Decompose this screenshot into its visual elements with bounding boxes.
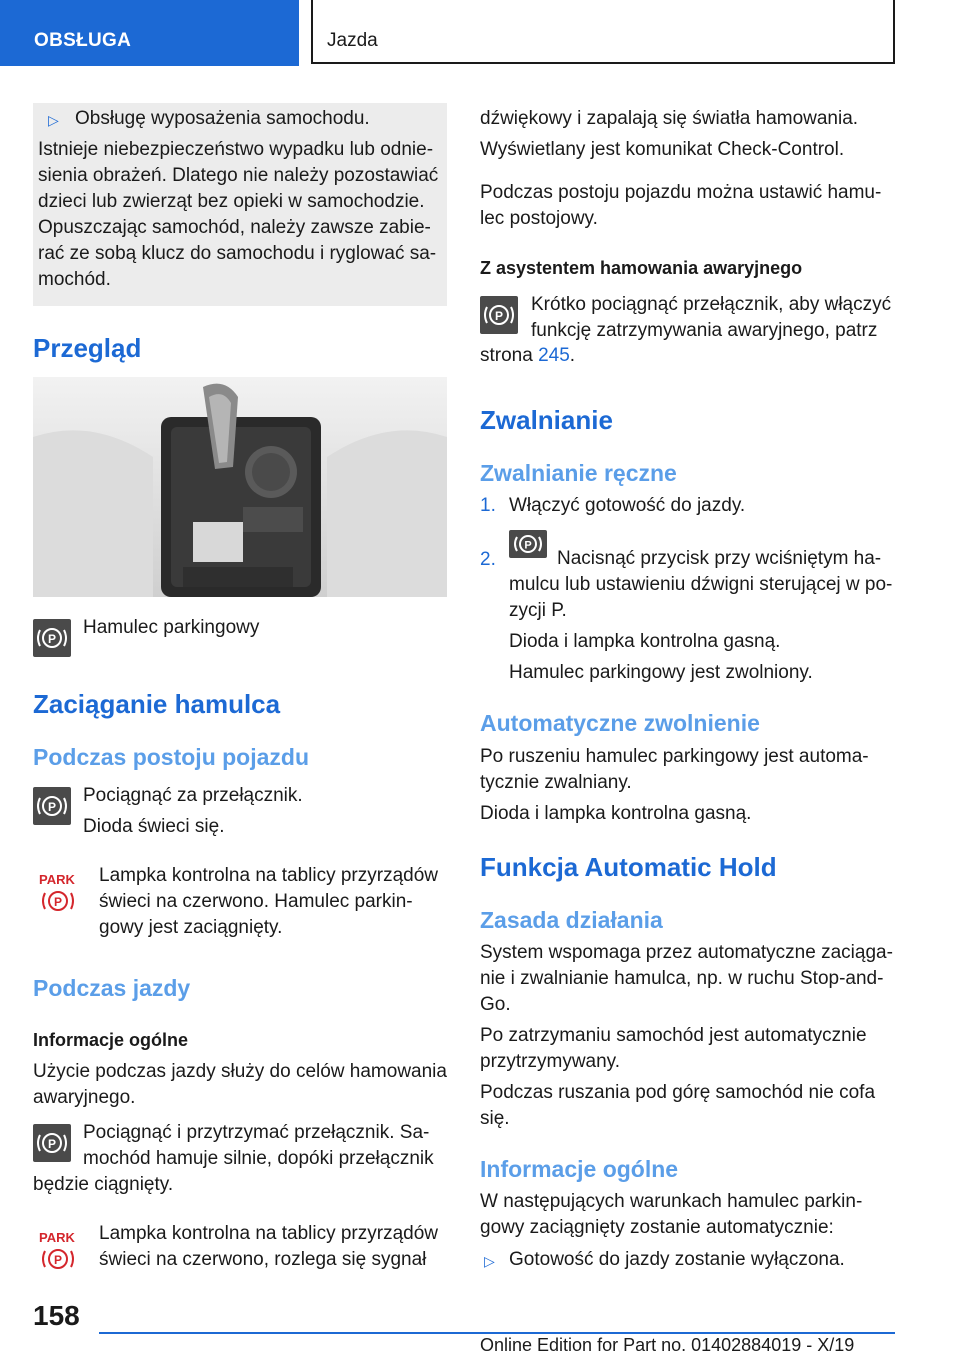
svg-text:P: P [524, 539, 532, 552]
warning-line: dzieci lub zwierząt bez opieki w samochodzie. [38, 191, 425, 212]
parking-brake-icon [33, 619, 71, 657]
park-warning-icon [36, 1230, 80, 1272]
release-heading: Zwalnianie [480, 405, 613, 435]
principle-heading: Zasada działania [480, 907, 663, 933]
driving-heading: Podczas jazdy [33, 975, 191, 1001]
chapter-label: Jazda [327, 30, 378, 51]
pull-line: mochód hamuje silnie, dopóki przełącznik [83, 1148, 434, 1169]
console-illustration [33, 377, 447, 597]
warning-line: mochód. [38, 269, 111, 290]
svg-text:P: P [53, 1253, 63, 1267]
svg-text:P: P [47, 800, 57, 814]
park-warning-icon [36, 872, 80, 914]
stop-line: przytrzymywany. [480, 1051, 621, 1072]
warning-bullet: Obsługę wyposażenia samochodu. [75, 108, 370, 129]
principle-line: Go. [480, 994, 511, 1015]
warning-line: rać ze sobą klucz do samochodu i ryglować sa- [38, 243, 437, 264]
manual-heading: Zwalnianie ręczne [480, 460, 677, 486]
lamp-line: świeci na czerwono, rozlega się sygnał [99, 1249, 427, 1270]
stop-line: Po zatrzymaniu samochód jest automatycznie [480, 1025, 867, 1046]
svg-text:P: P [53, 895, 63, 909]
svg-text:P: P [47, 632, 57, 646]
info-heading: Informacje ogólne [480, 1156, 679, 1182]
bullet-triangle-icon: ▷ [48, 112, 59, 128]
step-text: Nacisnąć przycisk przy wciśniętym ha- [557, 548, 882, 569]
lamp-line: świeci na czerwono. Hamulec parkin- [99, 891, 413, 912]
parking-brake-icon [480, 296, 518, 334]
apply-heading: Zaciąganie hamulca [33, 689, 281, 719]
warning-line: Istnieje niebezpieczeństwo wypadku lub odnie- [38, 139, 434, 160]
general-line: awaryjnego. [33, 1087, 136, 1108]
edition-note: Online Edition for Part no. 01402884019 - X/19 [480, 1335, 855, 1355]
continued-line: Wyświetlany jest komunikat Check-Control. [480, 139, 845, 160]
warning-line: Opuszczając samochód, należy zawsze zabie- [38, 217, 431, 238]
standing-heading: Podczas postoju pojazdu [33, 744, 310, 770]
step-note: Hamulec parkingowy jest zwolniony. [509, 662, 813, 683]
info-line: gowy zaciągnięty zostanie automatycznie: [480, 1217, 834, 1238]
step-number: 2. [480, 549, 496, 570]
continued-line: dźwiękowy i zapalają się światła hamowania. [480, 108, 859, 129]
uphill-line: Podczas ruszania pod górę samochód nie cofa [480, 1082, 876, 1103]
lamp-line: gowy jest zaciągnięty. [99, 917, 283, 938]
auto-note: Dioda i lampka kontrolna gasną. [480, 803, 752, 824]
step-text: mulcu lub ustawieniu dźwigni sterującej w po- [509, 574, 893, 595]
standing-line: Pociągnąć za przełącznik. [83, 785, 303, 806]
parking-brake-icon [509, 530, 547, 558]
auto-line: tycznie zwalniany. [480, 772, 632, 793]
page-link[interactable]: 245 [538, 345, 570, 366]
parking-line: lec postojowy. [480, 208, 598, 229]
warning-line: sienia obrażeń. Dlatego nie należy pozostawiać [38, 165, 439, 186]
assist-line: Krótko pociągnąć przełącznik, aby włączyć [531, 294, 892, 315]
step-text: Włączyć gotowość do jazdy. [509, 495, 746, 516]
assist-heading: Z asystentem hamowania awaryjnego [480, 258, 803, 278]
step-number: 1. [480, 495, 496, 516]
overview-heading: Przegląd [33, 333, 142, 363]
general-line: Użycie podczas jazdy służy do celów hamowania [33, 1061, 447, 1082]
parking-line: Podczas postoju pojazdu można ustawić hamu- [480, 182, 882, 203]
principle-line: nie i zwalnianie hamulca, np. w ruchu Stop-and- [480, 968, 884, 989]
uphill-line: się. [480, 1108, 510, 1129]
section-label: OBSŁUGA [34, 30, 132, 51]
bullet-triangle-icon: ▷ [484, 1253, 495, 1269]
parking-brake-icon [33, 1124, 71, 1162]
assist-line: funkcję zatrzymywania awaryjnego, patrz [531, 320, 878, 341]
center-console-photo [33, 377, 447, 597]
park-label: PARK [39, 872, 75, 887]
page-ref-prefix: strona [480, 345, 539, 366]
park-label: PARK [39, 1230, 75, 1245]
lamp-line: Lampka kontrolna na tablicy przyrządów [99, 1223, 439, 1244]
page-number: 158 [33, 1300, 80, 1331]
principle-line: System wspomaga przez automatyczne zaciąga- [480, 942, 893, 963]
parking-brake-icon [33, 787, 71, 825]
lamp-line: Lampka kontrolna na tablicy przyrządów [99, 865, 439, 886]
section-tab [0, 0, 299, 66]
page-ref-suffix: . [569, 345, 576, 366]
footer-divider [99, 1332, 895, 1334]
info-bullet: Gotowość do jazdy zostanie wyłączona. [509, 1249, 845, 1270]
chapter-tab [311, 0, 895, 64]
svg-text:P: P [47, 1137, 57, 1151]
general-heading: Informacje ogólne [33, 1030, 189, 1050]
step-note: Dioda i lampka kontrolna gasną. [509, 631, 781, 652]
svg-text:P: P [494, 309, 504, 323]
info-line: W następujących warunkach hamulec parkin- [480, 1191, 863, 1212]
step-text: zycji P. [509, 600, 567, 621]
assist-page-ref [480, 343, 575, 369]
hold-heading: Funkcja Automatic Hold [480, 852, 777, 882]
pull-line: będzie ciągnięty. [33, 1174, 174, 1195]
standing-line: Dioda świeci się. [83, 816, 225, 837]
pull-line: Pociągnąć i przytrzymać przełącznik. Sa- [83, 1122, 430, 1143]
auto-heading: Automatyczne zwolnienie [480, 710, 760, 736]
auto-line: Po ruszeniu hamulec parkingowy jest automa- [480, 746, 869, 767]
photo-caption: Hamulec parkingowy [83, 617, 260, 638]
